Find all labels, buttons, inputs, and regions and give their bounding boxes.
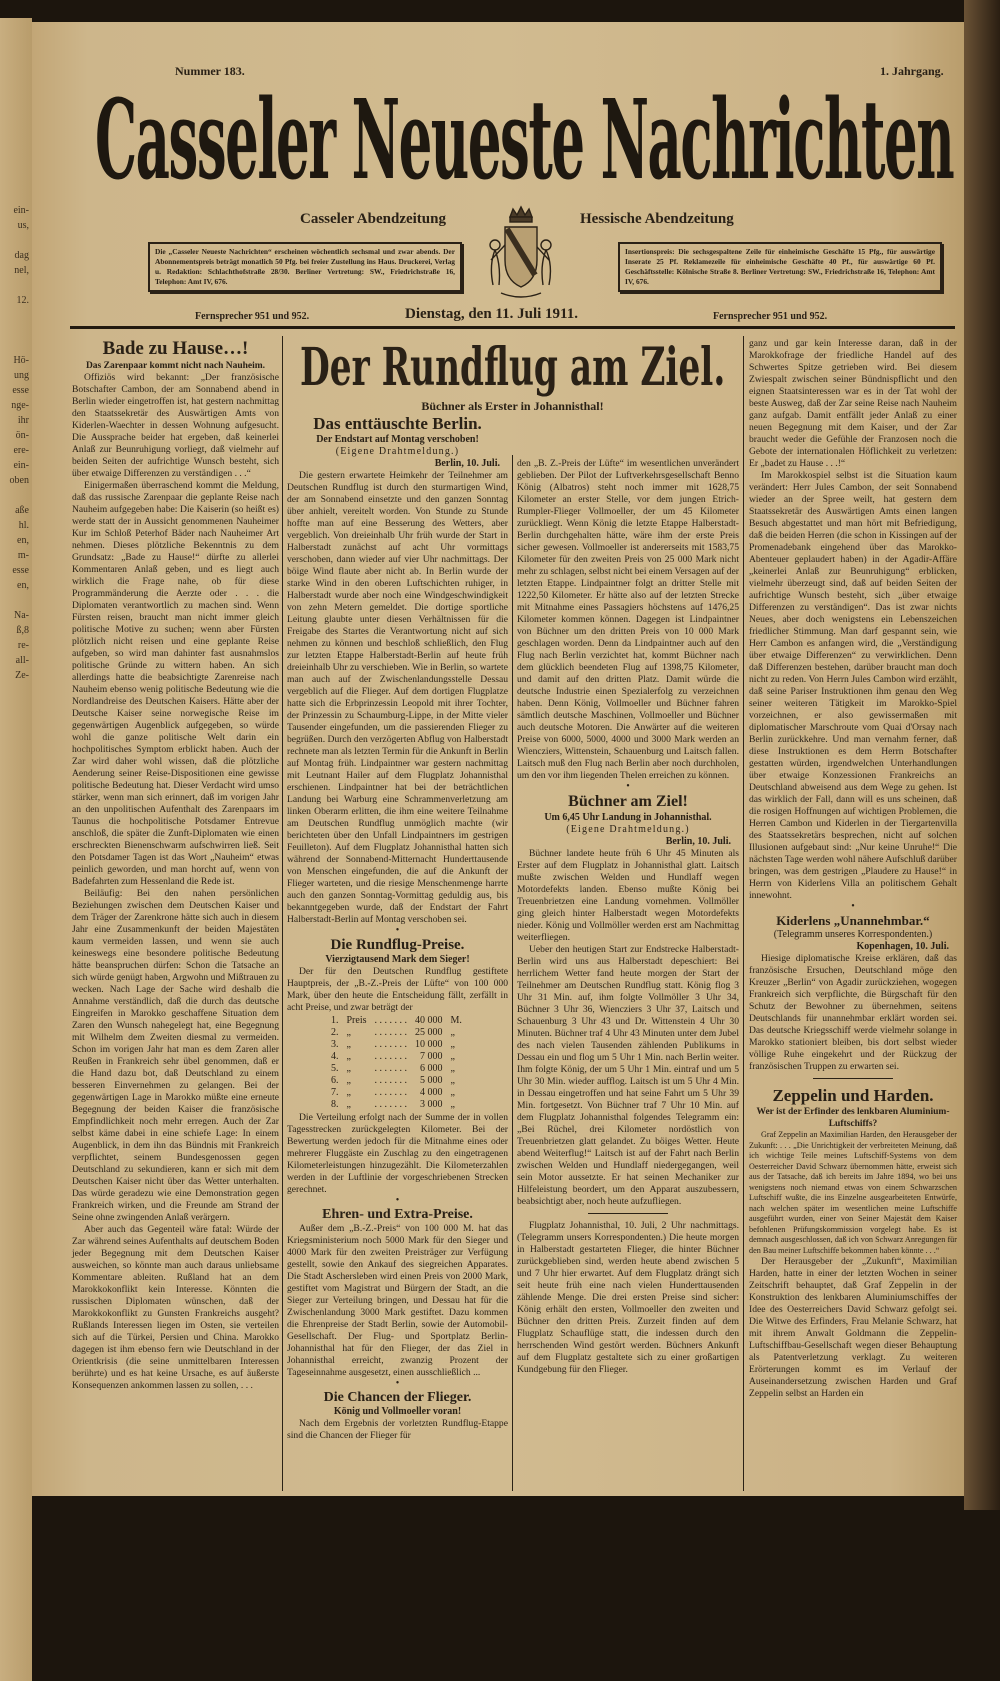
prize-label: „ xyxy=(346,1051,351,1062)
article-title: Büchner am Ziel! xyxy=(568,793,688,810)
paragraph: Nach dem Ergebnis der vorletzten Rundflug-Etappe sind die Chancen der Flieger für xyxy=(287,1418,508,1441)
paragraph: Die gestern erwartete Heimkehr der Teilnehmer am Deutschen Rundflug ist durch den sturmartigen Wind, der am Sonnabend einsetzte und den ganzen Sonntag über anhielt, vereitelt worden. Von Stunde zu Stunde hoffte man auf eine Besserung des Wetters, aber vergeblich. Von dreieinhalb Uhr früh wurde der Start in Halberstadt zunächst auf acht Uhr vormittags verschoben, dann wieder auf vier Uhr nachmittags. Der böige Wind flaute aber nicht ab. In Berlin wurde der starke Wind in den oberen Luftschichten ruhiger, in Halberstadt wurde aber noch eine Windgeschwindigkeit von zehn Metern gemeldet. Die dortige sportliche Leitung glaubte unter diesen Verhältnissen für die Freigabe des Startes die Verantwortung nicht auf sich nehmen zu können und beschloß schließlich, den Flug zur letzten Etappe Halberstadt-Berlin auf heute früh dreieinhalb Uhr zu verschieben. Wie in Berlin, so wartete man auch auf der Zwischenlandungsstelle Dessau vergeblich auf die Flieger. Auf dem dortigen Flugplatze hatte sich die Erbprinzessin Leopold mit ihrer Tochter, der Prinzessin zu Schaumburg-Lippe, in der Mitte vieler Tausender eingefunden, um die passierenden Flieger zu begrüßen. Durch den verzögerten Abflug von Halberstadt rechnete man als letzten Termin für die Ankunft in Berlin auf Montag früh. Lindpaintner war gestern nachmittag mit Leutnant Hailer auf dem Flugplatz Johannisthal erschienen. Lindpaintner hat bei der beträchtlichen Landung bei Warburg eine Schrammenverletzung am linken Oberarm erlitten, die ihm eine weitere Teilnahme am Deutschen Rundflug unmöglich machte (wir berichteten über den Unfall Lindpaintners im gestrigen Feuilleton). Auf dem Flugplatz Johannisthal hatten sich während der Sonnabend-Mitternacht Hunderttausende von Menschen eingefunden, die auf die Ankunft der Flieger warteten, und die riesige Menschenmenge harrte auch den ganzen Sonntag-Vormittag geduldig aus, bis bekanntgegeben wurde, daß der Endstart der Fahrt Halberstadt-Berlin auf Montag verschoben sei. xyxy=(287,470,508,925)
paragraph: Der für den Deutschen Rundflug gestiftete Hauptpreis, der „B.-Z.-Preis der Lüfte“ von 100 000 Mark, über den heute die Entscheidung fällt, zerfällt in acht Preise, und zwar beträgt der xyxy=(287,966,508,1013)
prize-rank: 2. xyxy=(331,1027,339,1038)
previous-page-fragment: ung xyxy=(14,370,29,381)
article-subtitle: König und Vollmoeller voran! xyxy=(333,1406,462,1417)
prize-amount: 10 000 xyxy=(415,1039,443,1050)
leader-dots: . . . . . . . xyxy=(374,1099,407,1110)
advertising-rates-box: Insertionspreis: Die sechsgespaltene Zeile für einheimische Geschäfte 15 Pfg., für auswärtige Inserate 25 Pf. Reklamezeile für einheimische Geschäfte 40 Pf., für auswärtige 60 Pf. Geschäftsstelle: Kölnische Straße 8. Berliner Vertretung: SW., Friedrichstraße 16, Telephon: Amt IV, 676. xyxy=(618,242,942,292)
subscription-info-box: Die „Casseler Neueste Nachrichten“ erscheinen wöchentlich sechsmal und zwar abends. Der Abonnementspreis beträgt monatlich 50 Pfg. bei freier Zustellung ins Haus. Druckerei, Verlag u. Redaktion: Schlachthofstraße 28/30. Berliner Vertretung: SW., Friedrichstraße 16, Telephon: Amt IV, 676. xyxy=(148,242,462,292)
previous-page-fragment xyxy=(0,233,32,248)
prize-rank: 8. xyxy=(331,1099,339,1110)
prize-unit: „ xyxy=(450,1075,455,1086)
previous-page-fragment: oben xyxy=(9,475,29,486)
paragraph: Außer dem „B.-Z.-Preis“ von 100 000 M. hat das Kriegsministerium noch 5000 Mark für den Sieger und 4000 Mark für den zweiten Preisträger zur Verfügung gestellt, sowie den Ankauf des siegreichen Apparates. Die Stadt Aschersleben wird einen Preis von 2000 Mark, gestiftet vom Magistrat und Bürgern der Stadt, an die Sieger zur Verteilung bringen, und Dessau hat für die Zwischenlandung 3000 Mark gestiftet. Dazu kommen die Ehrenpreise der Stadt Berlin, sowie der Automobil-Gesellschaft. Der Flug- und Sportplatz Berlin-Johannisthal hat für den Flieger, der das Ziel in Johannisthal erreicht, zwanzig Prozent der Tageseinnahme ausgesetzt, einen ausschließlich ... xyxy=(287,1223,508,1378)
separator-line xyxy=(588,1213,668,1214)
subtitle-right: Hessische Abendzeitung xyxy=(580,211,734,227)
prize-row xyxy=(327,1051,466,1063)
header-rule xyxy=(70,326,955,329)
article-title: Kiderlens „Unannehmbar.“ xyxy=(776,913,930,928)
previous-page-fragment: dag xyxy=(14,250,29,261)
article-title: Die Rundflug-Preise. xyxy=(330,937,465,953)
paragraph: Im Marokkospiel selbst ist die Situation kaum verändert: Herr Jules Cambon, der seit Sonnabend wieder an der Spree weilt, hat gestern dem Staatssekretär des Auswärtigen Amts einen langen Besuch abgestattet und man hört mit Befriedigung, daß die beiden Herren (die schon in Kissingen auf der Promenadebank eingehend über das Marokko-Abenteuer geplaudert haben) in der Agadir-Affäre „keinerlei Anlaß zur Beunruhigung“ erblicken, vielmehr überzeugt sind, daß auf beiden Seiten der aufrichtige Wunsch besteht, sich „über etwaige Differenzen zu verständigen“. Das ist zwar nichts Neues, aber doch wenigstens ein Lebenszeichen friedlicher Stimmung. Man darf gespannt sein, wie Herr Cambon es anfangen wird, die „Verständigung über etwaige Differenzen“ zu verwirklichen. Denn daß Differenzen bestehen, darüber braucht man doch nicht zu reden. Von Herrn Jules Cambon wird erzählt, daß seine Pariser Instruktionen ihm genau den Weg seiner weiteren Tätigkeit im Marokko-Spiel vorzeichnen, er also gewissermaßen mit diplomatischer Marschroute vom Quai d'Orsay nach Berlin zurückkehre. Und man vernahm ferner, daß diese Instruktionen es dem Herrn Botschafter gestatten würden, irgendwelchen Unterhandlungen über etwaige Konzessionen Frankreichs an Deutschland abweisend aus dem Wege zu gehen. Ist das wirklich der Fall, dann will es uns scheinen, daß die rosigen Hoffnungen auf wichtigen Problemen, die Herren Cambon und Kiderlen in der Tiergartenvilla des Staatssekretärs besprechen, nicht auf solchen Illusionen aufgebaut sind: „Nur keine Unruhe!“ Die nächsten Tage werden wohl nähere Aufschluß darüber bringen, was dem gestrigen „Plaudere zu Hause!“ in Herrn von Kiderlens Villa an politischem Gehalt innewohnt. xyxy=(749,470,958,901)
paragraph: Beiläufig: Bei den nahen persönlichen Beziehungen zwischen dem Deutschen Kaiser und dem Träger der Zarenkrone hätte sich auch in diesem Jahr eine Zusammenkunft der beiden Majestäten kaum vermeiden lassen, und wenn sie auch keineswegs eine besondere politische Bedeutung hätte beanspruchen dürfen: Schon die Tatsache an sich würde genügt haben, Argwohn und Mißtrauen zu wecken. Nach Lage der Sache wird deshalb die Annahme verständlich, daß die durch das deutsche Eingreifen in Marokko geschaffene Situation dem Zaren den Wunsch nahegelegt hat, eine Begegnung mit Wilhelm dem Zweiten diesmal zu vermeiden. Schon im vorigen Jahr hat man es dem Zaren aller Reußen in Frankreich sehr übel genommen, daß er die Hand dazu bot, daß Deutschland zu einem besseren Einvernehmen zu gelangen. Bei der gegenwärtigen Lage in Marokko müßte eine erneute Begegnung der beiden Kaiser die französische Empfindlichkeit noch mehr erregen. Auch der Zar selbst käme dabei in eine schiefe Lage: In einem Augenblick, in dem ihn das Bündnis mit Frankreich verpflichtet, seinem Bundesgenossen gegen Deutschland zu sekundieren, kann er sich mit dem Deutschen Kaiser nicht über das Wetter unterhalten. Das würde geradezu wie eine Demonstration gegen Frankreich wirken, und die Freunde am Strand der Seine ohne zwingenden Anlaß verärgern. xyxy=(72,888,279,1223)
previous-page-fragment: aße xyxy=(15,505,29,516)
article-title: Das enttäuschte Berlin. xyxy=(313,414,482,433)
prize-label: Preis xyxy=(346,1015,367,1026)
paragraph: Einigermaßen überraschend kommt die Meldung, daß das russische Zarenpaar die geplante Reise nach Nauheim aufgegeben habe: Die Kaiserin (so heißt es) werde statt der in Aussicht genommenen Nauheimer Kur im Schloß Peterhof Bäder nach Nauheimer Art nehmen. Dieses plötzliche Bekenntnis zu dem Grundsatz: „Bade zu Hause!“ dürfte zu allerlei Kommentaren Anlaß geben, und es liegt auch wirklich die Frage nahe, ob für diese Programmänderung die Aerzte oder . . . die Diplomaten verantwortlich zu machen sind. Wenn Fürsten reisen, braucht man nicht immer gleich politische Motive zu suchen; wenn aber Fürsten plötzlich nicht reisen und eine geplante Reise aufgeben, so wird man dahinter fast ausnahmslos politische Gründe zu wittern haben. An sich allerdings hatte die beabsichtigte Zarenreise nach Nauheim ebenso wenig politische Bedeutung wie die Nordlandreise des Deutschen Kaisers. Hätte aber der Deutsche Kaiser seine norwegische Reise im gegenwärtigen Augenblick aufgegeben, so würde wohl die ganze politische Welt darin ein hochpolitisches Symptom erblickt haben. Auch der Zar wird daher wohl wissen, daß die plötzliche Aenderung seiner Reise-Dispositionen eine gewisse politische Bedeutung hat. Dieser Verdacht wird umso stärker, wenn man sich erinnert, daß im vorigen Jahr an den unpolitischen Aufenthalt des Zarenpaars im Taunus die hochpolitische Potsdamer Entrevue anschloß, die später die Zunft-Diplomaten wie einen erschreckten Bienenschwarm aufschwirren ließ. Seit den Potsdamer Tagen ist das Wort „Nauheim“ etwas peinlich geworden, und man horcht auf, wenn von Badefahrten zum Hessenland die Rede ist. xyxy=(72,480,279,887)
previous-page-fragment: ß,8 xyxy=(16,625,29,636)
volume-label: 1. Jahrgang. xyxy=(880,64,944,78)
article-title: Ehren- und Extra-Preise. xyxy=(322,1207,473,1222)
paragraph: Ueber den heutigen Start zur Endstrecke Halberstadt-Berlin wird uns aus Halberstadt depeschiert: Bei herrlichem Wetter fand heute morgen der Start der Teilnehmer am Deutschen Rundflug statt. König flog 3 Uhr 31 Min. auf, ihm folgte Vollmöller 3 Uhr 34, Büchner 3 Uhr 36, Wiencziers 3 Uhr 37, Laitsch und Schauenburg 3 Uhr 43 und Dr. Wittenstein 4 Uhr 30 Minuten. Büchner traf 4 Uhr 43 Minuten unter dem Jubel des nach vielen Tausenden zählenden Publikums in Dessau ein und flog um 5 Uhr 1 Min. nach Berlin weiter. Ihm folgte König, der um 5 Uhr 1 Min. eintraf und um 5 Uhr 30 Min. wieder aufflog. Laitsch ist um 5 Uhr 4 Min. in Dessau eingetroffen und hat seine Fahrt um 5 Uhr 39 Min. fortgesetzt. Von Büchner traf 7 Uhr 10 Min. auf dem Flugplatz Johannisthal folgendes Telegramm ein: „Bei Rüchel, drei Kilometer nordöstlich von Treuenbrietzen glatt gelandet. Zu böiges Wetter. Heute abend Weiterflug!“ Laitsch ist auf der Fahrt nach Berlin zwischen Welden und Hundlaff niedergegangen, weil sein Motor aussetzte. Er hat seinen Mechaniker zur Hilfeleistung beordert, um den Apparat auszubessern, beabsichtigt aber, noch heute aufzufliegen. xyxy=(517,944,739,1207)
article-title: Zeppelin und Harden. xyxy=(772,1086,934,1105)
previous-page-fragment: hl. xyxy=(18,520,29,531)
prize-unit: „ xyxy=(450,1087,455,1098)
previous-page-fragment: Ze- xyxy=(15,670,29,681)
separator-line xyxy=(813,1078,893,1079)
prize-table xyxy=(327,1015,466,1111)
separator-dot: • xyxy=(395,1195,400,1206)
article-dateline: Berlin, 10. Juli. xyxy=(434,458,500,469)
article-subtitle: Um 6,45 Uhr Landung in Johannisthal. xyxy=(544,812,712,823)
article-source-note: (Eigene Drahtmeldung.) xyxy=(335,446,460,457)
previous-page-fragment: ihr xyxy=(17,415,29,426)
article-subtitle: Das Zarenpaar kommt nicht nach Nauheim. xyxy=(85,361,266,371)
column-divider xyxy=(282,336,283,1491)
prize-label: „ xyxy=(346,1075,351,1086)
prize-unit: „ xyxy=(450,1099,455,1110)
prize-rank: 3. xyxy=(331,1039,339,1050)
prize-rank: 4. xyxy=(331,1051,339,1062)
paragraph: Offiziös wird bekannt: „Der französische Botschafter Cambon, der am Sonnabend abend in Berlin wieder eingetroffen ist, hat gestern nachmittag den Staatssekretär des Auswärtigen Amts von Kiderlen-Waechter in dessen Wohnung aufgesucht. Die Aussprache beider hat ergeben, daß keinerlei Anlaß zur Beunruhigung vorliegt, daß vielmehr auf beiden Seiten der aufrichtige Wunsch besteht, sich über etwaige Differenzen zu verständigen . . .“ xyxy=(72,372,279,479)
prize-label: „ xyxy=(346,1087,351,1098)
separator-dot: • xyxy=(851,901,855,912)
previous-page-fragment: Hö- xyxy=(13,355,29,366)
previous-page-fragment: esse xyxy=(12,385,29,396)
prize-label: „ xyxy=(346,1099,351,1110)
article-source-note: (Telegramm unseres Korrespondenten.) xyxy=(773,929,933,940)
column-4 xyxy=(749,338,957,1400)
article-source-note: (Eigene Drahtmeldung.) xyxy=(566,824,690,835)
previous-page-fragment: all- xyxy=(15,655,29,666)
phone-right: Fernsprecher 951 und 952. xyxy=(713,311,828,322)
column-divider xyxy=(743,336,744,1491)
prize-unit: „ xyxy=(450,1051,455,1062)
previous-page-fragment: re- xyxy=(17,640,29,651)
prize-unit: „ xyxy=(450,1027,455,1038)
article-bade-zu-hause xyxy=(72,338,279,1392)
prize-rank: 5. xyxy=(331,1063,339,1074)
previous-page-fragment xyxy=(0,338,32,353)
prize-rank: 7. xyxy=(331,1087,339,1098)
prize-amount: 5 000 xyxy=(420,1075,443,1086)
separator-dot: • xyxy=(626,781,630,792)
column-divider xyxy=(512,455,513,1491)
article-subtitle: Wer ist der Erfinder des lenkbaren Aluminium-Luftschiffs? xyxy=(756,1107,950,1129)
prize-unit: M. xyxy=(450,1015,462,1026)
paragraph: Flugplatz Johannisthal, 10. Juli, 2 Uhr nachmittags. (Telegramm unsers Korrespondenten.) Die heute morgen in Halberstadt gestarteten Flieger, die hinter Büchner zurückgeblieben sind, werden heute abend zwischen 5 und 7 Uhr hier erwartet. Auf dem Flugplatz drängt sich seit heute früh eine nach vielen Hunderttausenden zählende Menge. Die drei ersten Preise sind sicher: König erhält den ersten, Vollmoeller den zweiten und Büchner den dritten Preis. Zurzeit finden auf dem Flugplatz Schauflüge statt, die indessen durch den herrschenden Wind gestört werden. Büchners Ankunft auf dem Flugplatz gestaltete sich zu einer großartigen Kundgebung für den Flieger. xyxy=(517,1220,739,1375)
prize-row xyxy=(327,1099,466,1111)
prize-amount: 25 000 xyxy=(415,1027,443,1038)
previous-page-fragment xyxy=(0,488,32,503)
prize-row xyxy=(327,1075,466,1087)
leader-dots: . . . . . . . xyxy=(374,1051,407,1062)
paragraph: Büchner landete heute früh 6 Uhr 45 Minuten als Erster auf dem Flugplatz in Johannisthal glatt. Laitsch mußte zwischen Welden und Hundlaff wegen Motordefekts landen. Ebenso mußte König bei Treuenbrietzen eine Landung vornehmen. Vollmöller ging gleich hinter Halberstadt wegen Motordefekts nieder. König und Vollmöller werden erst am Nachmittag weiterfliegen. xyxy=(517,848,739,943)
prize-row xyxy=(327,1039,466,1051)
prize-row xyxy=(327,1015,466,1027)
leader-dots: . . . . . . . xyxy=(374,1063,407,1074)
prize-label: „ xyxy=(346,1027,351,1038)
previous-page-fragment xyxy=(0,308,32,323)
previous-page-fragment: nel, xyxy=(14,265,29,276)
article-title: Bade zu Hause…! xyxy=(102,338,249,359)
paragraph: Der Herausgeber der „Zukunft“, Maximilian Harden, hatte in einer der letzten Wochen in seiner Zeitschrift behauptet, daß Graf Zeppelin in der Konstruktion des lenkbaren Aluminiumschiffes der Idee des Oesterreichers David Schwarz gefolgt sei. Die Witwe des Erfinders, Frau Melanie Schwarz, hat mit ihrem Anwalt Goldmann die Zeppelin-Luftschiffbau-Gesellschaft wegen dieser Behauptung als Patentverletzung verklagt. Zu weiteren Erörterungen kommt es im Verlauf der Auseinandersetzung zwischen Harden und Graf Zeppelin selbst an Harden ein xyxy=(749,1256,957,1399)
prize-amount: 6 000 xyxy=(420,1063,443,1074)
paragraph: Hiesige diplomatische Kreise erklären, daß das französische Ersuchen, Deutschland möge den Kreuzer „Berlin“ von Agadir zurückziehen, wogegen Frankreich sich verpflichte, die Bürgschaft für den Schutz der Bewohner zu übernehmen, seitens Deutschlands für unannehmbar erklärt worden sei. Das deutsche Kriegsschiff werde vielmehr solange in Marokko stationiert bleiben, bis dort selbst wieder völlige Ruhe eingekehrt und der Rückzug der französischen Truppen zu erwarten sei. xyxy=(749,953,957,1072)
paragraph: ganz und gar kein Interesse daran, daß in der Marokkofrage der friedliche Handel auf des Schwertes Spitze getrieben wird. Bei diesem Zwiespalt zwischen seiner Bündnispflicht und den eignen Staatsinteressen war es in der Tat wohl der beste Ausweg, daß der Zar seine Reise nach Nauheim ganz aufgab. Damit entfällt jeder Anlaß zu einer neuen Begegnung mit dem Kaiser, und der Zar braucht weder die Gefühle der Franzosen noch die Gebote der internationalen Höflichkeit zu verletzen: Er „badet zu Hause . . .!“ xyxy=(749,338,957,469)
paragraph: Die Verteilung erfolgt nach der Summe der in vollen Tagesstrecken zurückgelegten Kilometer. Bei der Bewertung werden jedoch für die Mitnahme eines oder mehrerer Fluggäste ein Zuschlag zu den eingetragenen Kilometerleistungen hinzugezählt. Die Kilometerzahlen werden in der Luftlinie der vorgeschriebenen Strecken gerechnet. xyxy=(287,1112,508,1195)
previous-page-fragment xyxy=(0,278,32,293)
previous-page-fragment: esse xyxy=(12,565,29,576)
issue-date: Dienstag, den 11. Juli 1911. xyxy=(405,306,578,322)
article-dateline: Berlin, 10. Juli. xyxy=(665,836,731,847)
page-edge-shadow xyxy=(964,0,1000,1510)
prize-amount: 4 000 xyxy=(420,1087,443,1098)
prize-rank: 1. xyxy=(331,1015,339,1026)
prize-amount: 7 000 xyxy=(420,1051,443,1062)
leader-dots: . . . . . . . xyxy=(374,1015,407,1026)
prize-amount: 40 000 xyxy=(415,1015,443,1026)
issue-number: Nummer 183. xyxy=(175,64,245,78)
main-headline: Der Rundflug am Ziel. xyxy=(300,337,726,398)
phone-left: Fernsprecher 951 und 952. xyxy=(195,311,310,322)
paragraph: den „B. Z.-Preis der Lüfte“ im wesentlichen unverändert geblieben. Der Pilot der Luftverkehrsgesellschaft Benno König (Albatros) steht noch immer mit 1628,75 Kilometer an erster Stelle, vor dem jungen Etrich-Rumpler-Flieger Vollmoeller, der um 45 Kilometer zurückliegt. Wenn König die letzte Etappe Halberstadt-Berlin durchgehalten hätte, wäre ihm der erste Preis sicher gewesen. Vollmoeller ist andererseits mit 1583,75 Kilometer für den zweiten Preis von 25 000 Mark nicht mehr zu schlagen, selbst nicht bei einem Versagen auf der letzten Etappe. Lindpaintner folgt an dritter Stelle mit 1222,50 Kilometer. Er hätte also auf der letzten Strecke mit Mitnahme eines Passagiers höchstens auf 1476,25 Kilometer kommen können. Dagegen ist Lindpaintner von Büchner um den dritten Preis von 10 000 Mark geschlagen worden. Denn da Lindpaintner auch auf den Flug nach Berlin verzichtet hat, kommt Büchner nach dem glücklich beendeten Flug auf 1398,75 Kilometer, und damit auf den dritten Platz. Damit würde die deutsche Industrie einen Spezialerfolg zu verzeichnen haben. Denn König, Vollmoeller und Büchner fahren sämtlich deutsche Maschinen, Vollmoeller und Büchner auch deutsche Motoren. Die Anwärter auf die weiteren Preise von 6000, 5000, 4000 und 3000 Mark werden an Wiencziers, Wittenstein, Schauenburg und Laitsch fallen. Laitsch muß den Flug nach Berlin aber noch durchholen, um den vor ihm liegenden Thelen erreichen zu können. xyxy=(517,458,739,781)
paragraph: Graf Zeppelin an Maximilian Harden, den Herausgeber der Zukunft: . . . „Die Unrichtigkeit der verbreiteten Meinung, daß ich wichtige Teile meines Luftschiff-Systems von dem Oesterreicher David Schwarz übernommen hätte, erweist sich aus der Tatsache, daß ich bereits im Jahre 1894, wo bei uns wenigstens noch niemand etwas von einem Schwarzschen Luftschiff wußte, die ins Einzelne ausgearbeiteten Entwürfe, nach welchen später im wesentlichen meine Luftschiffe ausgeführt wurden, einer von Seiner Majestät dem Kaiser befohlenen Prüfungskommission vorgelegt habe. Es ist demnach ausgeschlossen, daß ich von Schwarz Anregungen für den Bau meiner Luftschiffe bekommen haben könnte . . .“ xyxy=(749,1130,957,1255)
previous-page-fragment: ön- xyxy=(15,430,29,441)
column-3 xyxy=(517,458,739,1376)
leader-dots: . . . . . . . xyxy=(374,1039,407,1050)
previous-page-fragment xyxy=(0,323,32,338)
prize-unit: „ xyxy=(450,1063,455,1074)
prize-label: „ xyxy=(346,1039,351,1050)
main-subheadline: Büchner als Erster in Johannisthal! xyxy=(421,399,604,413)
previous-page-fragment: 12. xyxy=(16,295,29,306)
newspaper-title: Casseler Neueste Nachrichten xyxy=(95,75,954,204)
previous-page-fragment: m- xyxy=(17,550,29,561)
previous-page-edge xyxy=(0,18,32,1681)
article-dateline: Kopenhagen, 10. Juli. xyxy=(856,941,949,952)
leader-dots: . . . . . . . xyxy=(374,1075,407,1086)
paragraph: Aber auch das Gegenteil wäre fatal: Würde der Zar während seines Aufenthalts auf deutschem Boden jeder Begegnung mit dem Deutschen Kaiser ausweichen, so könnte man auch daraus unliebsame Kommentare ableiten. Rußland hat an dem Marokkokonflikt kein Interesse. Könnten die russischen Diplomaten wünschen, daß der Marokkokonflikt zu Gunsten Frankreichs ausgeht? Rußlands Interessen liegen im Osten, sie verteilen sich auf die Türkei, Persien und China. Marokko dagegen ist ihm ebenso fern wie Deutschland in der Orientkrisis (die seine unmittelbaren Interessen berührte) und es hat keine Ursache, es auf äußerste Konsequenzen ankommen lassen zu sollen, . . . xyxy=(72,1224,279,1391)
article-subtitle: Der Endstart auf Montag verschoben! xyxy=(316,434,479,445)
article-subtitle: Vierzigtausend Mark dem Sieger! xyxy=(325,954,470,965)
prize-row xyxy=(327,1087,466,1099)
prize-rank: 6. xyxy=(331,1075,339,1086)
previous-page-fragment: ere- xyxy=(13,445,29,456)
prize-amount: 3 000 xyxy=(420,1099,443,1110)
previous-page-fragment: en, xyxy=(17,535,29,546)
previous-page-fragment: ein- xyxy=(13,205,29,216)
previous-page-fragment: ein- xyxy=(13,460,29,471)
subtitle-left: Casseler Abendzeitung xyxy=(300,211,446,227)
coat-of-arms-icon xyxy=(483,205,558,305)
prize-row xyxy=(327,1027,466,1039)
previous-page-fragment: nge- xyxy=(11,400,29,411)
previous-page-fragment: en, xyxy=(17,580,29,591)
previous-page-fragment: us, xyxy=(17,220,29,231)
separator-dot: • xyxy=(395,1378,400,1389)
previous-page-fragment xyxy=(0,593,32,608)
leader-dots: . . . . . . . xyxy=(374,1087,407,1098)
column-2 xyxy=(287,414,508,1442)
prize-label: „ xyxy=(346,1063,351,1074)
prize-unit: „ xyxy=(450,1039,455,1050)
leader-dots: . . . . . . . xyxy=(374,1027,407,1038)
article-title: Die Chancen der Flieger. xyxy=(323,1390,472,1405)
separator-dot: • xyxy=(395,925,400,936)
previous-page-fragment: Na- xyxy=(14,610,29,621)
prize-row xyxy=(327,1063,466,1075)
